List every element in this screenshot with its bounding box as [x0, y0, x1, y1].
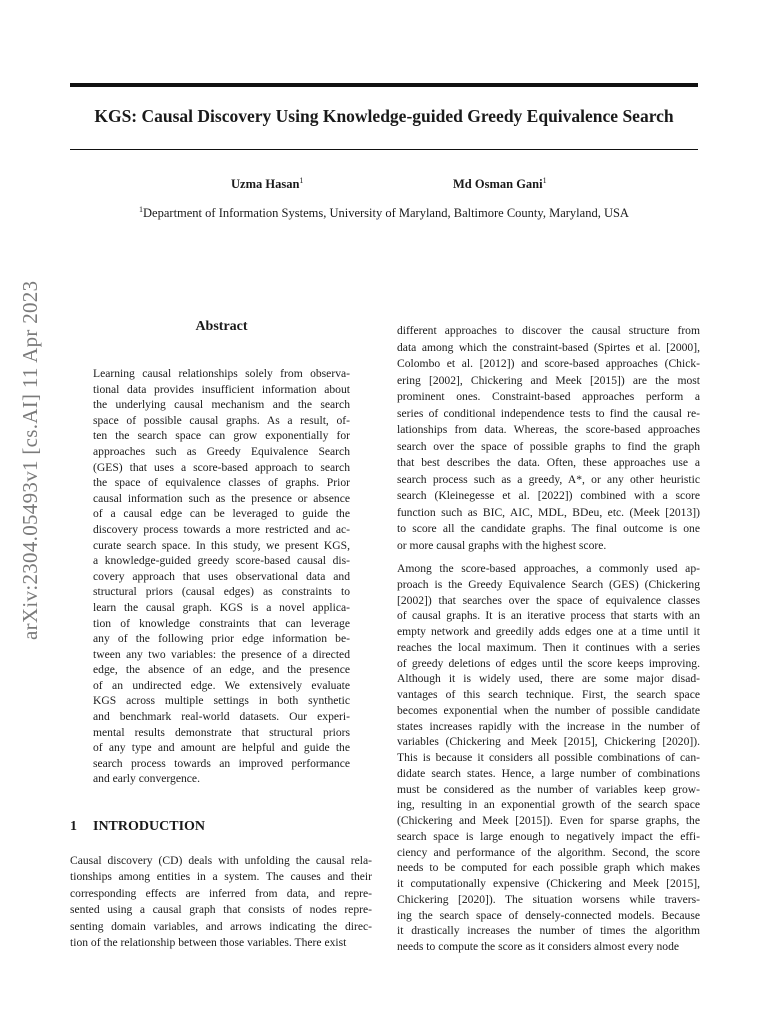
text-line: senting domain variables, and arrows indicating the direc- [70, 919, 372, 933]
title-bottom-rule [70, 149, 698, 150]
abstract-heading: Abstract [195, 319, 248, 334]
text-line: Among the score-based approaches, a commonly used ap- [397, 562, 700, 575]
text-line: tween any two variables: the presence of a directed [93, 647, 350, 661]
text-line: (Chickering and Meek [2015]). Even for sparse graphs, the [397, 814, 700, 827]
text-line: approaches such as Greedy Equivalence Search [93, 444, 350, 458]
text-line: (GES) that uses a score-based approach to search [93, 460, 350, 474]
text-line: any of the following prior edge information be- [93, 632, 350, 646]
text-line: lationships from data. Whereas, the score-based approaches [397, 423, 700, 436]
introduction-body [70, 853, 372, 951]
text-line: of greedy deletions of edges until the score keeps improving. [397, 656, 700, 670]
text-line: tionships among entities in a system. The causes and their [70, 870, 372, 884]
section-number: 1 [70, 819, 77, 834]
text-line: sented using a causal graph that consists of nodes repre- [70, 903, 372, 917]
text-line: series of conditional independence tests to find the causal re- [397, 406, 700, 420]
author-name: Md Osman Gani [453, 177, 543, 192]
text-line: variables (Chickering and Meek [2015], Chickering [2020]). [397, 735, 700, 749]
right-column-paragraph-1 [397, 323, 700, 554]
section-title: INTRODUCTION [93, 819, 206, 834]
text-line: becomes exponential when the number of possible candidate [397, 703, 700, 717]
text-line: to score all the candidate graphs. The final outcome is one [397, 522, 700, 535]
text-line: This is because it considers all possible combinations of can- [397, 751, 700, 764]
text-line: ing, resulting in an exponential growth of the search space [397, 798, 700, 812]
text-line: corresponding effects are inferred from data, and repre- [70, 886, 372, 900]
text-line: of a causal edge can be leveraged to guide the [93, 507, 350, 521]
text-line: search (Kleinegesse et al. [2022]) combined with a score [397, 489, 700, 502]
text-line: Although it is widely used, there are some major disad- [397, 672, 700, 686]
text-line: tional data provides insufficient information about [93, 382, 350, 396]
text-line: learn the causal graph. KGS is a novel applica- [93, 600, 350, 614]
text-line: search space is large enough to negatively impact the effi- [397, 829, 700, 843]
text-line: a knowledge-guided greedy score-based causal dis- [93, 554, 350, 568]
paper-title: KGS: Causal Discovery Using Knowledge-guided Greedy Equivalence Search [94, 106, 674, 126]
text-line: structural priors (causal edges) as constraints to [93, 585, 350, 599]
text-line: tion of the relationship between those variables. There exist [70, 935, 347, 949]
text-line: tion of knowledge constraints that can leverage [93, 616, 350, 630]
text-line: ing the search space of densely-connected models. Because [397, 908, 700, 922]
text-line: of an undirected edge. We extensively evaluate [93, 678, 350, 692]
text-line: discovery process towards a more restricted and ac- [93, 522, 350, 536]
author-1 [231, 176, 303, 192]
text-line: must be considered as the number of variables keep grow- [397, 782, 700, 796]
text-line: states increases rapidly with the increase in the number of [397, 719, 700, 733]
text-line: needs to compute the score as it considers almost every node [397, 940, 680, 953]
text-line: [2002]) that searches over the space of equivalence classes [397, 593, 700, 607]
text-line: ten the search space can grow exponentially for [93, 429, 350, 443]
text-line: of any type and amount are helpful and guide the [93, 741, 350, 755]
author-affil-mark: 1 [299, 176, 304, 185]
text-line: Learning causal relationships solely from observa- [93, 367, 350, 380]
text-line: ering [2002], Chickering and Meek [2015]) are the most [397, 373, 700, 387]
text-line: the space of equivalence classes of graphs. Prior [93, 476, 350, 490]
text-line: ciency and performance of the algorithm. Second, the score [397, 845, 700, 859]
text-line: or more causal graphs with the highest score. [397, 538, 607, 552]
text-line: didate search states. Hence, a large number of combinations [397, 766, 700, 780]
text-line: search process such as a greedy, A*, or any other heuristic [397, 472, 700, 486]
text-line: data among which the constraint-based (Spirtes et al. [2000], [397, 340, 700, 354]
affiliation-text: Department of Information Systems, University of Maryland, Baltimore County, Maryland, USA [143, 206, 629, 221]
section-heading-introduction [70, 819, 221, 835]
text-line: Chickering [2020]). The situation worsens while travers- [397, 892, 700, 906]
author-affil-mark: 1 [542, 176, 547, 185]
affil-mark: 1 [139, 205, 144, 214]
text-line: vantages of this search technique. First, the search space [397, 688, 700, 701]
text-line: and benchmark real-world datasets. Our experi- [93, 710, 350, 724]
author-name: Uzma Hasan [231, 177, 300, 192]
text-line: causal information such as the presence or absence [93, 491, 350, 505]
text-line: of causal graphs. It is an iterative process that starts with an [397, 609, 700, 623]
text-line: Causal discovery (CD) deals with unfolding the causal rela- [70, 854, 372, 867]
author-2 [453, 176, 547, 192]
text-line: Colombo et al. [2012]) and score-based approaches (Chick- [397, 357, 700, 370]
text-line: different approaches to discover the causal structure from [397, 324, 700, 337]
text-line: space of possible causal graphs. As a result, of- [93, 413, 350, 427]
text-line: needs to be computed for each possible graph which makes [397, 861, 700, 875]
text-line: function such as BIC, AIC, MDL, BDeu, etc. (Meek [2013]) [397, 505, 700, 519]
text-line: KGS across multiple settings in both synthetic [93, 694, 350, 708]
text-line: prominent ones. Constraint-based approaches perform a [397, 390, 700, 403]
text-line: empty network and greedily adds edges one at a time until it [397, 625, 700, 638]
text-line: and early convergence. [93, 772, 200, 786]
text-line: curate search space. In this study, we present KGS, [93, 538, 350, 552]
text-line: edge, the absence of an edge, and the presence [93, 663, 350, 677]
text-line: covery approach that uses observational data and [93, 569, 350, 583]
text-line: search process towards an improved performance [93, 756, 350, 770]
title-top-rule [70, 83, 698, 87]
text-line: it computationally expensive (Chickering and Meek [2015], [397, 877, 700, 890]
text-line: that best describes the data. Often, these approaches use a [397, 456, 700, 469]
text-line: reaches the local maximum. Then it continues with a series [397, 640, 700, 654]
text-line: the underlying causal mechanism and the search [93, 398, 350, 412]
text-line: it drastically increases the number of times the algorithm [397, 924, 700, 938]
text-line: search over the space of possible graphs to find the graph [397, 439, 700, 453]
text-line: mental results demonstrate that structural priors [93, 725, 350, 739]
abstract-body [93, 366, 350, 787]
right-column-paragraph-2 [397, 561, 700, 955]
arxiv-identifier: arXiv:2304.05493v1 [cs.AI] 11 Apr 2023 [18, 280, 42, 640]
affiliation [70, 205, 698, 221]
text-line: proach is the Greedy Equivalence Search (GES) (Chickering [397, 577, 700, 591]
